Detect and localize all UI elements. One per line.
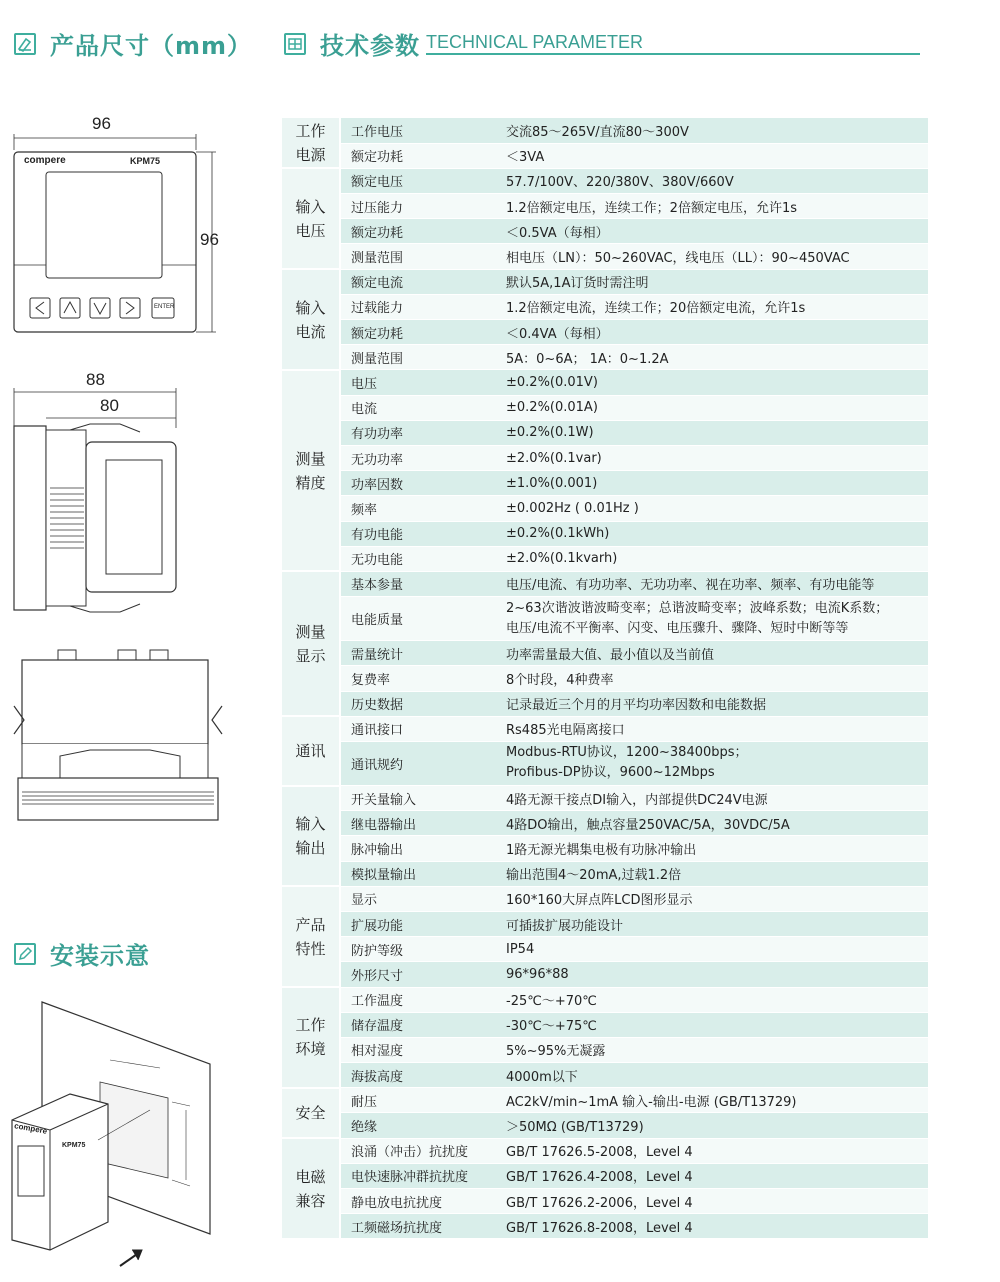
spec-row — [282, 143, 928, 168]
spec-value: GB/T 17626.8-2008，Level 4 — [496, 1214, 928, 1239]
spec-name: 浪涌（冲击）抗扰度 — [340, 1138, 496, 1163]
spec-value: 功率需量最大值、最小值以及当前值 — [496, 641, 928, 666]
spec-value: ±0.2%(0.1kWh) — [496, 521, 928, 546]
install-title: 安装示意 — [50, 942, 150, 970]
top-view-drawing — [0, 646, 240, 826]
spec-value: ±0.2%(0.01V) — [496, 370, 928, 395]
side-body-label: 80 — [100, 396, 119, 415]
spec-name: 工作温度 — [340, 987, 496, 1012]
spec-value: 5%~95%无凝露 — [496, 1037, 928, 1062]
spec-name: 测量范围 — [340, 244, 496, 269]
spec-value: 4路DO输出，触点容量250VAC/5A，30VDC/5A — [496, 811, 928, 836]
tech-title: 技术参数 — [320, 32, 420, 60]
spec-row — [282, 1163, 928, 1188]
spec-name: 复费率 — [340, 666, 496, 691]
spec-row — [282, 786, 928, 811]
spec-row — [282, 1189, 928, 1214]
dimensions-header — [14, 26, 252, 61]
spec-name: 工频磁场抗扰度 — [340, 1214, 496, 1239]
spec-name: 额定电压 — [340, 168, 496, 193]
spec-value: 1.2倍额定电流，连续工作；20倍额定电流，允许1s — [496, 294, 928, 319]
spec-value: Modbus-RTU协议，1200~38400bps； Profibus-DP协议，9600~12Mbps — [496, 741, 928, 785]
spec-row — [282, 1138, 928, 1163]
spec-table — [282, 118, 928, 1240]
spec-name: 额定功耗 — [340, 219, 496, 244]
spec-category: 输入 电压 — [282, 168, 340, 269]
spec-name: 电压 — [340, 370, 496, 395]
spec-name: 有功电能 — [340, 521, 496, 546]
spec-category: 测量 精度 — [282, 370, 340, 572]
spec-row — [282, 666, 928, 691]
spec-row — [282, 1088, 928, 1113]
spec-value: ＜0.4VA（每相） — [496, 320, 928, 345]
spec-value: 1.2倍额定电压，连续工作；2倍额定电压，允许1s — [496, 194, 928, 219]
spec-value: GB/T 17626.5-2008，Level 4 — [496, 1138, 928, 1163]
spec-row — [282, 937, 928, 962]
spec-row — [282, 987, 928, 1012]
spec-value: 电压/电流、有功功率、无功功率、视在功率、频率、有功电能等 — [496, 571, 928, 596]
spec-value: -25℃～+70℃ — [496, 987, 928, 1012]
spec-value: 96*96*88 — [496, 962, 928, 987]
enter-button-label: ENTER — [154, 304, 175, 310]
spec-row — [282, 118, 928, 143]
tech-header — [284, 26, 920, 61]
spec-value: AC2kV/min~1mA 输入-输出-电源 (GB/T13729) — [496, 1088, 928, 1113]
spec-row — [282, 496, 928, 521]
spec-value: Rs485光电隔离接口 — [496, 716, 928, 741]
spec-value: ＜3VA — [496, 143, 928, 168]
spec-name: 储存温度 — [340, 1012, 496, 1037]
panel-icon — [284, 33, 306, 55]
spec-value: 输出范围4～20mA,过载1.2倍 — [496, 861, 928, 886]
spec-name: 测量范围 — [340, 345, 496, 370]
spec-row — [282, 320, 928, 345]
spec-name: 通讯接口 — [340, 716, 496, 741]
spec-name: 有功功率 — [340, 420, 496, 445]
spec-name: 过载能力 — [340, 294, 496, 319]
front-brand: compere — [24, 155, 66, 166]
spec-row — [282, 294, 928, 319]
spec-value: GB/T 17626.4-2008，Level 4 — [496, 1163, 928, 1188]
spec-row — [282, 1012, 928, 1037]
spec-row — [282, 370, 928, 395]
spec-category: 工作 电源 — [282, 118, 340, 168]
spec-value: 1路无源光耦集电极有功脉冲输出 — [496, 836, 928, 861]
spec-name: 频率 — [340, 496, 496, 521]
front-model: KPM75 — [130, 156, 161, 166]
spec-row — [282, 716, 928, 741]
install-brand: compere — [13, 1121, 48, 1136]
spec-value: 4000m以下 — [496, 1063, 928, 1088]
spec-name: 过压能力 — [340, 194, 496, 219]
spec-name: 无功功率 — [340, 445, 496, 470]
spec-row — [282, 1214, 928, 1239]
spec-name: 扩展功能 — [340, 911, 496, 936]
spec-name: 额定电流 — [340, 269, 496, 294]
spec-row — [282, 741, 928, 785]
spec-row — [282, 1113, 928, 1138]
spec-name: 耐压 — [340, 1088, 496, 1113]
spec-name: 基本参量 — [340, 571, 496, 596]
spec-name: 模拟量输出 — [340, 861, 496, 886]
spec-name: 绝缘 — [340, 1113, 496, 1138]
spec-row — [282, 691, 928, 716]
spec-value: IP54 — [496, 937, 928, 962]
front-height-label: 96 — [200, 230, 219, 249]
spec-value: ±2.0%(0.1var) — [496, 445, 928, 470]
spec-row — [282, 471, 928, 496]
spec-value: ±2.0%(0.1kvarh) — [496, 546, 928, 571]
spec-row — [282, 962, 928, 987]
spec-row — [282, 168, 928, 193]
spec-category: 电磁 兼容 — [282, 1138, 340, 1239]
spec-category: 测量 显示 — [282, 571, 340, 716]
spec-category: 产品 特性 — [282, 886, 340, 987]
spec-row — [282, 546, 928, 571]
spec-row — [282, 597, 928, 641]
spec-name: 电快速脉冲群抗扰度 — [340, 1163, 496, 1188]
spec-row — [282, 911, 928, 936]
spec-value: -30℃～+75℃ — [496, 1012, 928, 1037]
spec-row — [282, 194, 928, 219]
spec-row — [282, 269, 928, 294]
tech-title-en: TECHNICAL PARAMETER — [426, 32, 920, 55]
install-header — [14, 936, 150, 971]
side-view-drawing — [0, 368, 240, 628]
spec-value: 160*160大屏点阵LCD图形显示 — [496, 886, 928, 911]
spec-category: 安全 — [282, 1088, 340, 1138]
spec-category: 通讯 — [282, 716, 340, 785]
spec-value: 记录最近三个月的月平均功率因数和电能数据 — [496, 691, 928, 716]
spec-row — [282, 641, 928, 666]
spec-value: ±0.2%(0.01A) — [496, 395, 928, 420]
spec-value: 2~63次谐波谐波畸变率；总谐波畸变率；波峰系数；电流K系数； 电压/电流不平衡率、闪变、电压骤升、骤降、短时中断等等 — [496, 597, 928, 641]
spec-row — [282, 1063, 928, 1088]
spec-name: 相对湿度 — [340, 1037, 496, 1062]
spec-name: 工作电压 — [340, 118, 496, 143]
spec-row — [282, 836, 928, 861]
spec-row — [282, 219, 928, 244]
spec-value: 57.7/100V、220/380V、380V/660V — [496, 168, 928, 193]
spec-name: 额定功耗 — [340, 320, 496, 345]
spec-value: ±0.2%(0.1W) — [496, 420, 928, 445]
spec-name: 通讯规约 — [340, 741, 496, 785]
spec-name: 继电器输出 — [340, 811, 496, 836]
spec-row — [282, 1037, 928, 1062]
spec-row — [282, 345, 928, 370]
spec-name: 海拔高度 — [340, 1063, 496, 1088]
front-view-drawing — [0, 110, 240, 340]
spec-value: ±1.0%(0.001) — [496, 471, 928, 496]
install-drawing — [0, 990, 240, 1282]
spec-row — [282, 244, 928, 269]
spec-value: ＜0.5VA（每相） — [496, 219, 928, 244]
dimensions-title: 产品尺寸（mm） — [50, 32, 253, 60]
spec-row — [282, 861, 928, 886]
spec-value: ＞50MΩ (GB/T13729) — [496, 1113, 928, 1138]
spec-name: 电流 — [340, 395, 496, 420]
spec-value: 8个时段，4种费率 — [496, 666, 928, 691]
spec-value: 交流85～265V/直流80～300V — [496, 118, 928, 143]
spec-name: 开关量输入 — [340, 786, 496, 811]
spec-name: 静电放电抗扰度 — [340, 1189, 496, 1214]
spec-name: 电能质量 — [340, 597, 496, 641]
spec-name: 外形尺寸 — [340, 962, 496, 987]
spec-value: ±0.002Hz ( 0.01Hz ) — [496, 496, 928, 521]
spec-category: 输入 电流 — [282, 269, 340, 370]
spec-row — [282, 811, 928, 836]
spec-name: 防护等级 — [340, 937, 496, 962]
spec-row — [282, 886, 928, 911]
spec-name: 需量统计 — [340, 641, 496, 666]
spec-row — [282, 420, 928, 445]
spec-row — [282, 395, 928, 420]
spec-name: 脉冲输出 — [340, 836, 496, 861]
spec-name: 无功电能 — [340, 546, 496, 571]
edit-icon — [14, 943, 36, 965]
spec-value: GB/T 17626.2-2006，Level 4 — [496, 1189, 928, 1214]
spec-row — [282, 445, 928, 470]
spec-name: 历史数据 — [340, 691, 496, 716]
spec-value: 5A：0~6A； 1A：0~1.2A — [496, 345, 928, 370]
spec-value: 可插拔扩展功能设计 — [496, 911, 928, 936]
install-model: KPM75 — [62, 1142, 86, 1149]
spec-name: 显示 — [340, 886, 496, 911]
spec-row — [282, 521, 928, 546]
spec-category: 工作 环境 — [282, 987, 340, 1088]
spec-value: 默认5A,1A订货时需注明 — [496, 269, 928, 294]
side-depth-label: 88 — [86, 370, 105, 389]
spec-row — [282, 571, 928, 596]
spec-name: 额定功耗 — [340, 143, 496, 168]
ruler-icon — [14, 33, 36, 55]
spec-value: 相电压（LN）：50~260VAC，线电压（LL）：90~450VAC — [496, 244, 928, 269]
spec-value: 4路无源干接点DI输入，内部提供DC24V电源 — [496, 786, 928, 811]
spec-name: 功率因数 — [340, 471, 496, 496]
front-width-label: 96 — [92, 114, 111, 133]
spec-category: 输入 输出 — [282, 786, 340, 887]
